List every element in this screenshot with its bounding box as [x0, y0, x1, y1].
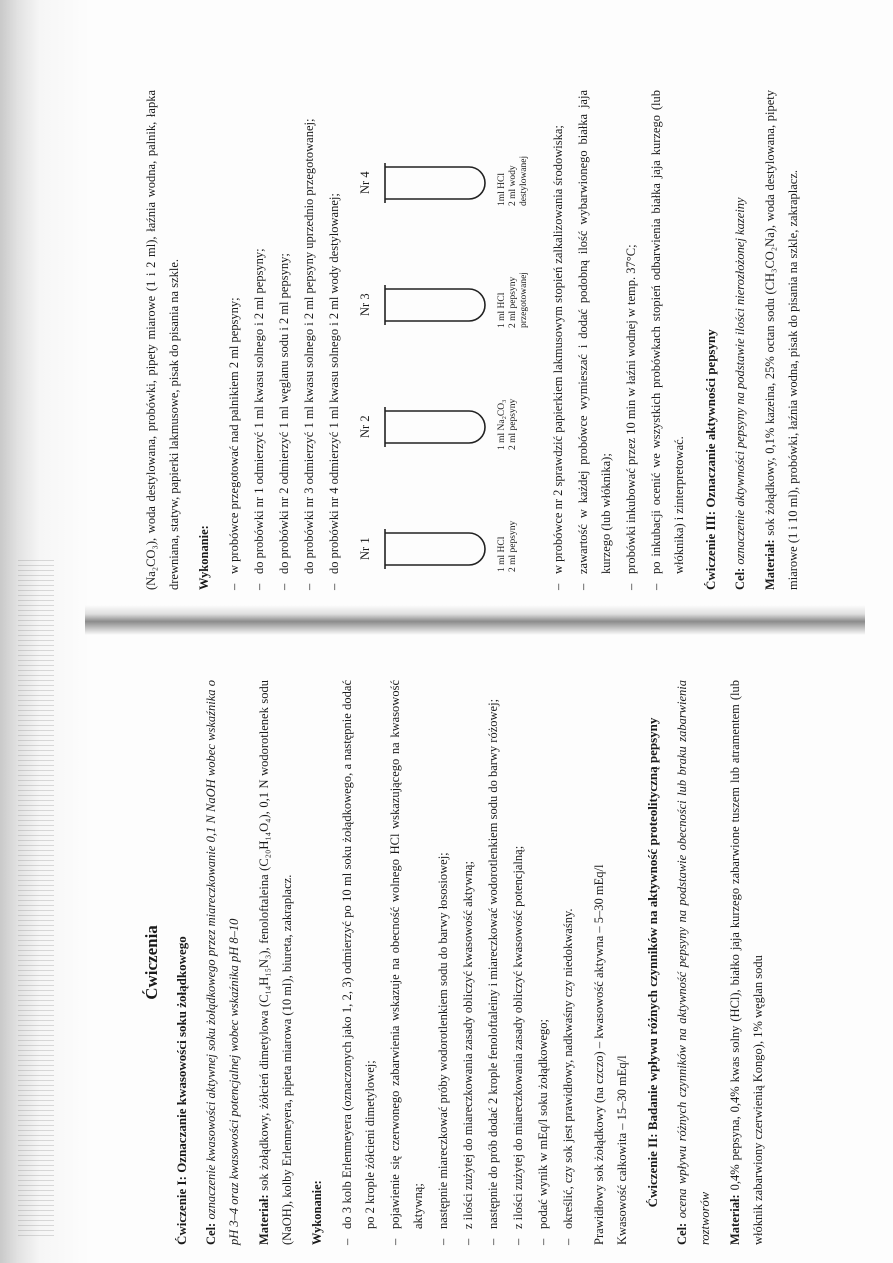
test-tube-icon: [383, 526, 491, 572]
list-item: – w probówce nr 2 sprawdzić papierkiem lakmusowym stopień zalkalizowania środowiska;: [547, 90, 570, 590]
exercise-2-steps-a: [223, 90, 346, 590]
materials-text: sok żołądkowy, żółcień dimetylowa (C₁₄H₁₅N₃), fenoloftaleina (C₂₀H₁₄O₄), 0,1 N wodorotlenek sodu (NaOH), kolby Erlenmeyera, pipeta miarowa (10 ml), biureta, zakraplacz.: [257, 680, 294, 1245]
tube-content-line: 1 ml Na₂CO₃: [497, 399, 507, 450]
materials-label: Materiał:: [257, 1194, 271, 1245]
list-item: – określić, czy sok jest prawidłowy, nadkwaśny czy niedokwaśny.: [557, 680, 580, 1245]
exercise-3-goal: [729, 90, 752, 590]
exercise-2-materials: [724, 680, 770, 1245]
tube-content-line: 1 ml HCl: [497, 292, 507, 328]
right-page: [140, 90, 812, 590]
tube-content-line: przegotowanej: [519, 272, 529, 328]
materials-text: sok żołądkowy, 0,1% kazeina, 25% octan sodu (CH₃CO₂Na), woda destylowana, pipety miarowe (1 i 10 ml), probówki, łaźnia wodna, pisak do pisania na szkle, zakraplacz.: [763, 90, 800, 590]
tube-label: Nr 2: [358, 415, 372, 438]
tube-content-line: 2 ml pepsyny: [508, 276, 518, 328]
materials-text: 0,4% pepsyna, 0,4% kwas solny (HCl), białko jaja kurzego zabarwione tuszem lub atramentem (lub włóknik zabarwiony czerwienią Kongo), 1% węglan sodu: [728, 679, 765, 1245]
list-item: – następnie do prób dodać 2 krople fenoloftaleiny i miareczkować wodorotlenkiem sodu do barwy różowej;: [482, 680, 505, 1245]
total-acidity: Kwasowość całkowita – 15–30 mEq/l: [615, 1055, 629, 1245]
tube-content-line: 2 ml pepsyny: [508, 398, 518, 450]
tube-label: Nr 4: [358, 171, 372, 194]
exercise-2-title: Ćwiczenie II: Badanie wpływu różnych czynników na aktywność proteolityczną pepsyny: [645, 717, 660, 1208]
test-tube-icon: [383, 282, 491, 328]
list-item: – podać wynik w mEq/l soku żołądkowego;: [532, 680, 555, 1245]
test-tube-3: [354, 208, 530, 328]
goal-label: Cel:: [675, 1222, 689, 1245]
list-item: – z ilości zużytej do miareczkowania zasady obliczyć kwasowość potencjalną;: [507, 680, 530, 1245]
test-tube-2: [354, 330, 519, 450]
test-tube-4: [354, 86, 530, 206]
list-item: – probówki inkubować przez 10 min w łaźni wodnej w temp. 37°C;: [620, 90, 643, 590]
normal-acidity: Prawidłowy sok żołądkowy (na czczo) – kwasowość aktywna – 5–30 mEq/l: [592, 864, 606, 1245]
tube-label: Nr 3: [358, 293, 372, 316]
list-item: – zawartość w każdej probówce wymieszać i dodać podobną ilość wybarwionego białka jaja kurzego (lub włóknika);: [572, 90, 618, 590]
exercise-3-materials: [759, 90, 805, 590]
test-tube-1: [354, 452, 519, 572]
exercise-1-materials: [253, 680, 299, 1245]
page-title: Ćwiczenia: [142, 925, 161, 1000]
book-gutter: [85, 605, 865, 635]
exercise-2-goal: [671, 680, 717, 1245]
tube-contents: [497, 330, 519, 450]
goal-label: Cel:: [204, 1222, 218, 1245]
test-tube-diagram: [354, 90, 539, 590]
list-item: – po inkubacji ocenić we wszystkich probówkach stopień odbarwienia białka jaja kurzego (lub włóknika) i zinterpretować.: [645, 90, 691, 590]
procedure-heading: Wykonanie:: [197, 525, 211, 590]
materials-continuation: (Na₂CO₃), woda destylowana, probówki, pipety miarowe (1 i 2 ml), łaźnia wodna, palnik, łapka drewniana, statyw, papierki lakmusowe, pisak do pisania na szkle.: [144, 90, 181, 590]
tube-contents: [497, 452, 519, 572]
list-item: – pojawienie się czerwonego zabarwienia wskazuje na obecność wolnego HCl wskazującego na kwasowość aktywną;: [384, 680, 430, 1245]
goal-text: ocena wpływu różnych czynników na aktywność pepsyny na podstawie obecności lub braku zabarwienia roztworów: [675, 679, 712, 1245]
tube-content-line: 1 ml HCl: [497, 536, 507, 572]
list-item: – do probówki nr 1 odmierzyć 1 ml kwasu solnego i 2 ml pepsyny;: [248, 90, 271, 590]
goal-label: Cel:: [733, 567, 747, 590]
materials-label: Materiał:: [763, 539, 777, 590]
tube-content-line: 2 ml wody: [508, 165, 518, 206]
list-item: – do probówki nr 3 odmierzyć 1 ml kwasu solnego i 2 ml pepsyny uprzednio przegotowanej;: [298, 90, 321, 590]
book-spread: [85, 85, 865, 1245]
goal-text: oznaczenie aktywności pepsyny na podstawie ilości nierozłożonej kazeiny: [733, 197, 747, 565]
exercise-2-steps-b: [547, 90, 691, 590]
test-tube-icon: [383, 160, 491, 206]
list-item: – do 3 kolb Erlenmeyera (oznaczonych jako 1, 2, 3) odmierzyć po 10 ml soku żołądkowego, a następnie dodać po 2 krople żółcieni dimetylowej;: [336, 680, 382, 1245]
list-item: – do probówki nr 4 odmierzyć 1 ml kwasu solnego i 2 ml wody destylowanej;: [323, 90, 346, 590]
list-item: – następnie miareczkować próby wodorotlenkiem sodu do barwy łososiowej;: [432, 680, 455, 1245]
test-tube-icon: [383, 404, 491, 450]
exercise-1-title: Ćwiczenie I: Oznaczanie kwasowości soku żołądkowego: [174, 936, 189, 1245]
list-item: – w probówce przegotować nad palnikiem 2 ml pepsyny;: [223, 90, 246, 590]
goal-text: oznaczenie kwasowości aktywnej soku żołądkowego przez miareczkowanie 0,1 N NaOH wobec wskaźnika o pH 3–4 oraz kwasowości potencjalnej wobec wskaźnika pH 8–10: [204, 679, 241, 1245]
exercise-3-title: Ćwiczenie III: Oznaczanie aktywności pepsyny: [703, 329, 718, 590]
list-item: – z ilości zużytej do miareczkowania zasady obliczyć kwasowość aktywną;: [457, 680, 480, 1245]
materials-label: Materiał:: [728, 1194, 742, 1245]
procedure-heading: Wykonanie:: [310, 1180, 324, 1245]
exercise-1-steps: [336, 680, 580, 1245]
scan-edge-marks: [18, 560, 54, 1240]
tube-content-line: 2 ml pepsyny: [508, 520, 518, 572]
tube-contents: [497, 86, 530, 206]
left-page: [140, 680, 777, 1245]
tube-content-line: 1ml HCl: [497, 173, 507, 206]
list-item: – do probówki nr 2 odmierzyć 1 ml węglanu sodu i 2 ml pepsyny;: [273, 90, 296, 590]
tube-label: Nr 1: [358, 537, 372, 560]
tube-content-line: destylowanej: [519, 155, 529, 206]
exercise-1-goal: [200, 680, 246, 1245]
tube-contents: [497, 208, 530, 328]
